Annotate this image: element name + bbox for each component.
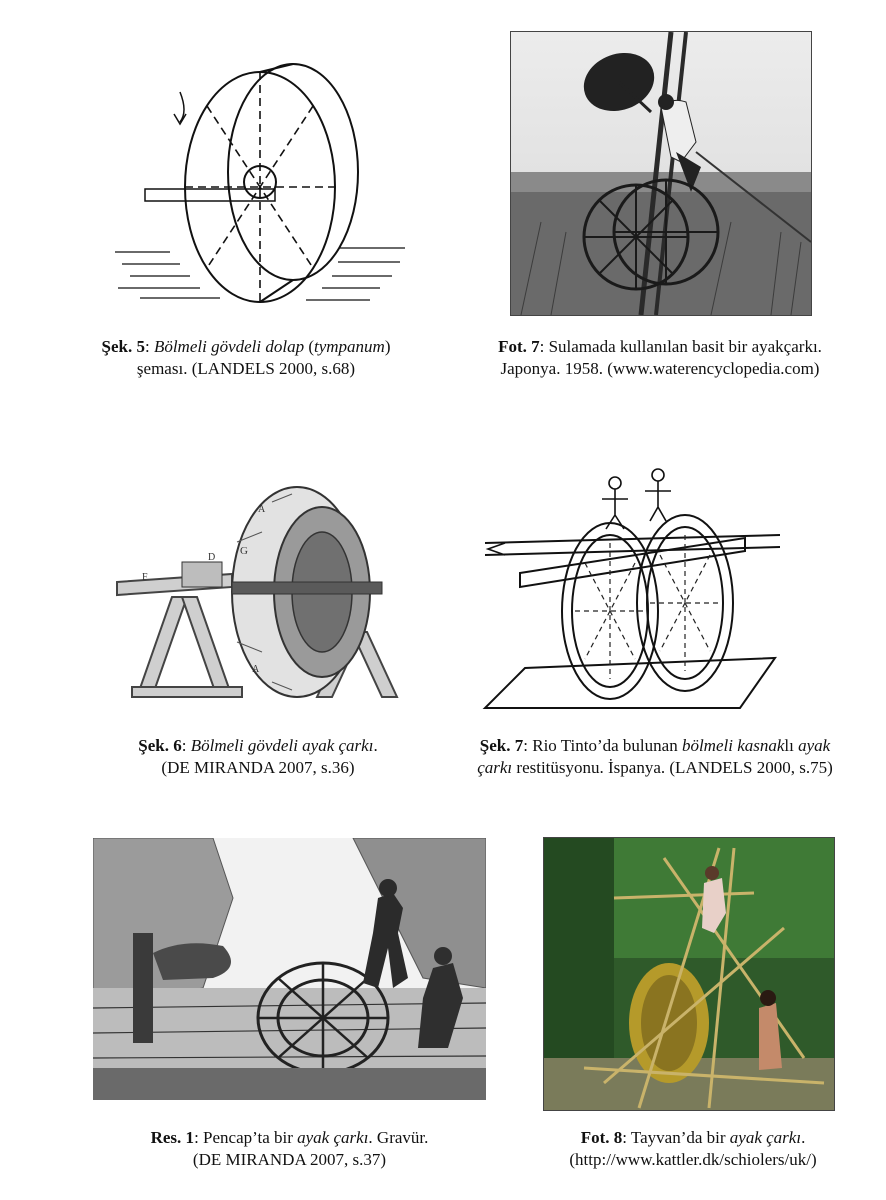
caption-run: bölmeli kasnak — [681, 736, 785, 755]
caption-run: ayak çarkı — [297, 1128, 369, 1147]
drawing-letter-a-top: A — [258, 504, 266, 515]
caption-sek7 — [445, 735, 865, 779]
photo-fot7-japan-treadwheel — [510, 31, 812, 316]
caption-run: . — [373, 736, 378, 755]
caption-fot7 — [455, 336, 865, 380]
drawing-letter-d: D — [208, 552, 216, 563]
caption-res1 — [93, 1127, 486, 1171]
caption-sek5-line1 — [62, 336, 430, 358]
caption-run: : Rio Tinto’da bulunan — [523, 736, 682, 755]
caption-run: Şek. 6 — [138, 736, 182, 755]
caption-run: Bölmeli gövdeli dolap — [153, 337, 305, 356]
caption-sek6 — [82, 735, 434, 779]
caption-run: Bölmeli gövdeli ayak çarkı — [190, 736, 374, 755]
caption-res1-line1 — [93, 1127, 486, 1149]
caption-fot8-line2 — [523, 1149, 863, 1171]
caption-sek7-line1 — [445, 735, 865, 757]
caption-run: çarkı — [477, 758, 513, 777]
caption-run: (DE MIRANDA 2007, s.36) — [161, 758, 355, 777]
caption-sek6-line1 — [82, 735, 434, 757]
caption-run: ayak çarkı — [729, 1128, 802, 1147]
caption-run: tympanum — [314, 337, 385, 356]
caption-run: Şek. 5 — [101, 337, 145, 356]
caption-run: Res. 1 — [150, 1128, 195, 1147]
caption-sek6-line2 — [82, 757, 434, 779]
caption-fot7-line2 — [455, 358, 865, 380]
figure-sek7-rio-tinto-drawing — [480, 463, 780, 713]
caption-run: . Gravür. — [368, 1128, 429, 1147]
caption-sek5 — [62, 336, 430, 380]
caption-run: : Pencap’ta bir — [194, 1128, 298, 1147]
caption-res1-line2 — [93, 1149, 486, 1171]
caption-run: : Tayvan’da bir — [622, 1128, 730, 1147]
caption-run: . — [801, 1128, 806, 1147]
caption-sek5-line2 — [62, 358, 430, 380]
caption-run: : — [144, 337, 154, 356]
caption-run: ) — [384, 337, 391, 356]
caption-fot8 — [523, 1127, 863, 1171]
drawing-letter-f: F — [142, 572, 148, 583]
photo-fot8-taiwan-treadwheel — [543, 837, 835, 1111]
caption-run: ( — [304, 337, 314, 356]
figure-sek6-treadwheel-drawing — [112, 462, 412, 707]
caption-run: şeması. (LANDELS 2000, s.68) — [136, 359, 356, 378]
caption-run: (DE MIRANDA 2007, s.37) — [192, 1150, 387, 1169]
caption-run: restitüsyonu. İspanya. (LANDELS 2000, s.75) — [512, 758, 833, 777]
caption-run: lı — [784, 736, 799, 755]
caption-sek7-line2 — [445, 757, 865, 779]
caption-run: : — [181, 736, 191, 755]
drawing-letter-g: G — [240, 545, 248, 557]
figure-sek5-tympanum-drawing — [110, 52, 410, 307]
engraving-res1-punjab-treadwheel — [93, 838, 486, 1100]
caption-run: ayak — [798, 736, 831, 755]
caption-fot8-line1 — [523, 1127, 863, 1149]
caption-fot7-line1 — [455, 336, 865, 358]
caption-run: : Sulamada kullanılan basit bir ayakçarkı. — [539, 337, 822, 356]
caption-run: Şek. 7 — [479, 736, 524, 755]
drawing-letter-a-bottom: A — [252, 664, 260, 675]
caption-run: (http://www.kattler.dk/schiolers/uk/) — [569, 1150, 817, 1169]
caption-run: Japonya. 1958. (www.waterencyclopedia.com) — [500, 359, 820, 378]
caption-run: Fot. 8 — [580, 1128, 623, 1147]
caption-run: Fot. 7 — [498, 337, 540, 356]
